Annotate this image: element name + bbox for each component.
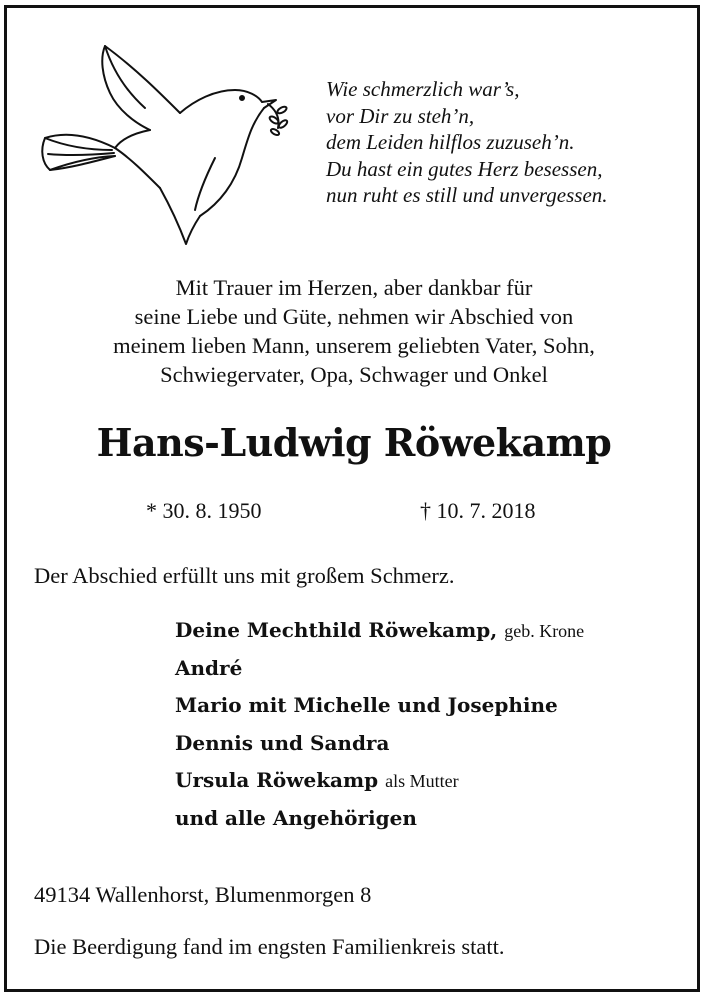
mourner xyxy=(175,762,700,800)
mourner-name: Mario mit Michelle und Josephine xyxy=(175,693,558,717)
mourner-note: als Mutter xyxy=(385,771,459,791)
farewell-text: Der Abschied erfüllt uns mit großem Schmerz. xyxy=(34,563,455,588)
deceased-name: Hans-Ludwig Röwekamp xyxy=(96,420,612,465)
mourner xyxy=(175,687,700,725)
birth-date: * 30. 8. 1950 xyxy=(146,498,262,523)
mourner-name: André xyxy=(175,655,243,680)
mourner-note: geb. Krone xyxy=(504,621,585,641)
poem-line: dem Leiden hilflos zuzuseh’n. xyxy=(326,130,575,154)
mourner xyxy=(175,725,700,763)
mourner-name: und alle Angehörigen xyxy=(175,805,417,830)
poem-line: vor Dir zu steh’n, xyxy=(326,103,475,128)
mourner-name: Deine Mechthild Röwekamp, xyxy=(175,618,498,642)
mourners-list xyxy=(175,612,700,837)
dove-icon xyxy=(30,38,290,248)
intro-line: seine Liebe und Güte, nehmen wir Abschied von xyxy=(134,304,574,329)
intro-line: Schwiegervater, Opa, Schwager und Onkel xyxy=(160,362,548,387)
funeral-note: Die Beerdigung fand im engsten Familienkreis statt. xyxy=(34,934,505,959)
death-date: † 10. 7. 2018 xyxy=(420,498,536,523)
address: 49134 Wallenhorst, Blumenmorgen 8 xyxy=(34,882,372,907)
intro-line: meinem lieben Mann, unserem geliebten Vater, Sohn, xyxy=(113,333,595,358)
mourner-name: Ursula Röwekamp xyxy=(175,768,379,792)
poem-line: Wie schmerzlich war’s, xyxy=(326,77,520,101)
mourner xyxy=(175,612,700,650)
mourner xyxy=(175,800,700,838)
intro-text xyxy=(0,273,708,389)
poem-line: Du hast ein gutes Herz besessen, xyxy=(326,156,603,181)
poem xyxy=(326,76,696,209)
poem-line: nun ruht es still und unvergessen. xyxy=(326,183,608,207)
intro-line: Mit Trauer im Herzen, aber dankbar für xyxy=(175,275,533,300)
mourner xyxy=(175,650,700,688)
mourner-name: Dennis und Sandra xyxy=(175,730,390,755)
